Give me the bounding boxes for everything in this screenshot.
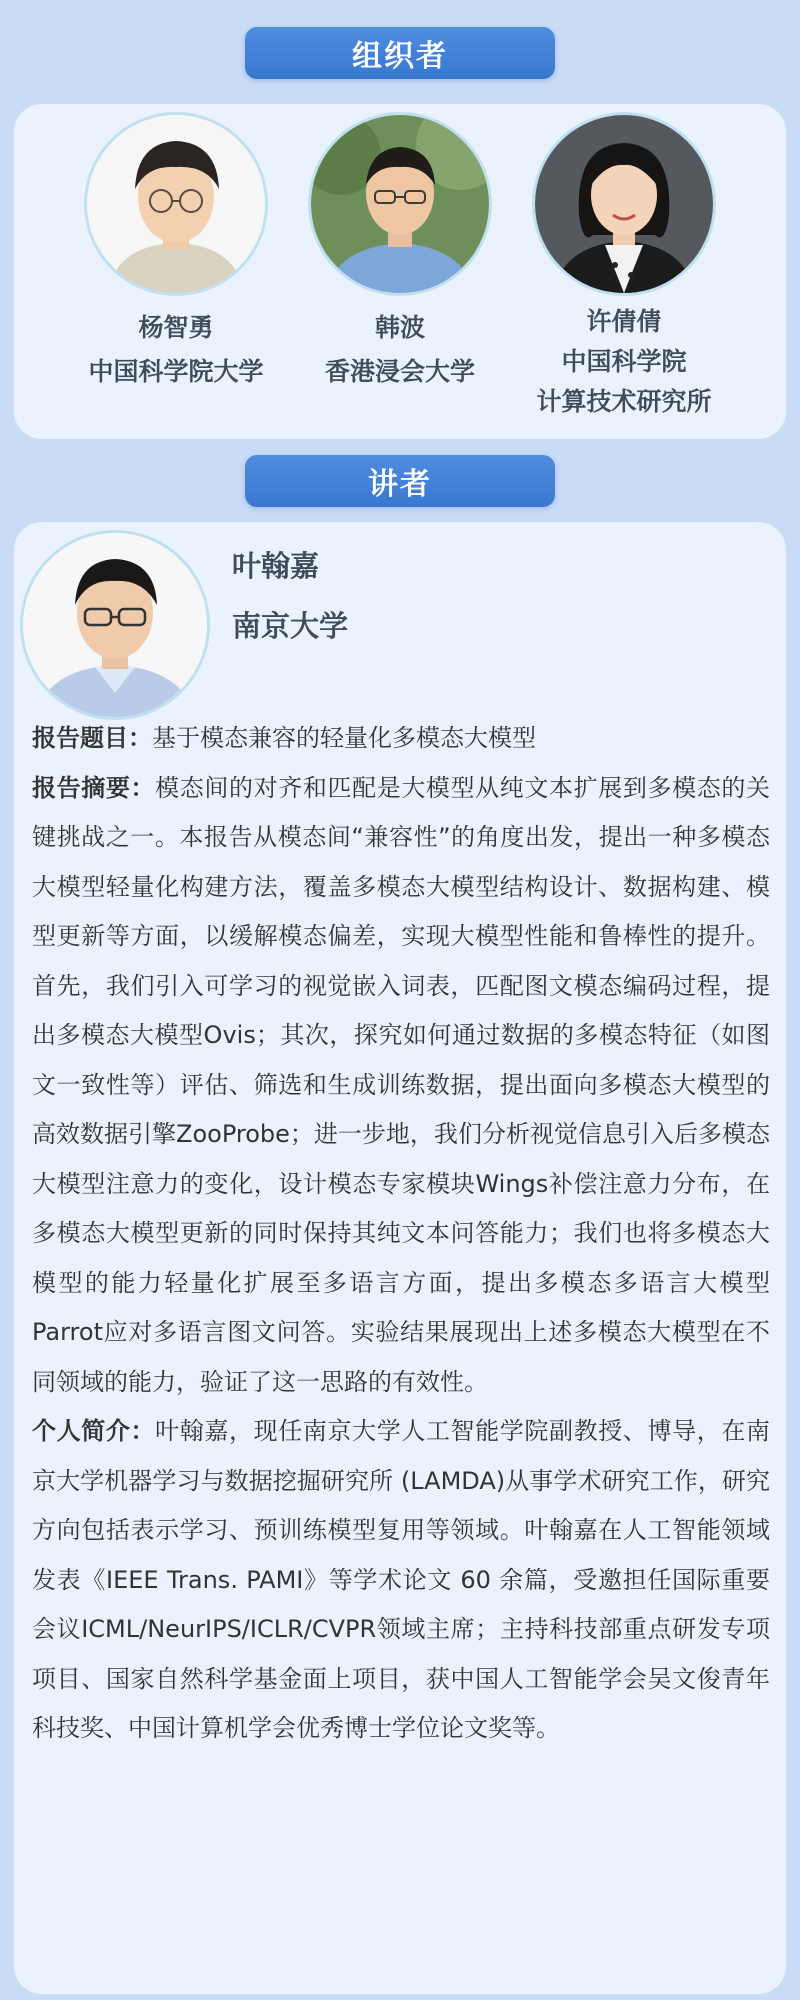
bio-paragraph <box>32 1407 770 1754</box>
organizer-card-3 <box>504 112 744 424</box>
speaker-panel <box>14 522 786 1994</box>
organizers-title: 组织者 <box>352 39 448 74</box>
organizer-card-2 <box>280 112 520 394</box>
report-title-label: 报告题目： <box>32 724 152 752</box>
abstract-text: 模态间的对齐和匹配是大模型从纯文本扩展到多模态的关键挑战之一。本报告从模态间“兼容性”的角度出发，提出一种多模态大模型轻量化构建方法，覆盖多模态大模型结构设计、数据构建、模型更新等方面，以缓解模态偏差，实现大模型性能和鲁棒性的提升。首先，我们引入可学习的视觉嵌入词表，匹配图文模态编码过程，提出多模态大模型Ovis；其次，探究如何通过数据的多模态特征（如图文一致性等）评估、筛选和生成训练数据，提出面向多模态大模型的高效数据引擎ZooProbe；进一步地，我们分析视觉信息引入后多模态大模型注意力的变化，设计模态专家模块Wings补偿注意力分布，在多模态大模型更新的同时保持其纯文本问答能力；我们也将多模态大模型的能力轻量化扩展至多语言方面，提出多模态多语言大模型Parrot应对多语言图文问答。实验结果展现出上述多模态大模型在不同领域的能力，验证了这一思路的有效性。 <box>32 773 771 1396</box>
report-title-paragraph <box>32 714 770 764</box>
organizer-affiliation-3-line-2: 计算技术研究所 <box>536 387 712 416</box>
organizers-panel <box>14 104 786 439</box>
bio-label: 个人简介： <box>32 1417 156 1445</box>
speaker-affiliation: 南京大学 <box>232 609 349 643</box>
speakers-header <box>245 455 555 507</box>
bio-text: 叶翰嘉，现任南京大学人工智能学院副教授、博导，在南京大学机器学习与数据挖掘研究所 (LAMDA)从事学术研究工作，研究方向包括表示学习、预训练模型复用等领域。叶翰嘉在人工智能领域发表《IEEE Trans. PAMI》等学术论文 60 余篇，受邀担任国际重要会议ICML/NeurIPS/ICLR/CVPR领域主席；主持科技部重点研发专项项目、国家自然科学基金面上项目，获中国人工智能学会吴文俊青年科技奖、中国计算机学会优秀博士学位论文奖等。 <box>32 1417 771 1742</box>
speaker-name: 叶翰嘉 <box>232 549 320 583</box>
report-title: 基于模态兼容的轻量化多模态大模型 <box>152 724 536 752</box>
organizer-name-1: 杨智勇 <box>138 313 214 342</box>
abstract-paragraph <box>32 764 770 1408</box>
organizer-name-2: 韩波 <box>374 313 425 342</box>
speaker-photo <box>20 530 210 720</box>
organizer-affiliation-1: 中国科学院大学 <box>88 357 264 386</box>
organizer-photo-1 <box>84 112 268 296</box>
organizer-affiliation-2: 香港浸会大学 <box>324 357 475 386</box>
organizers-header <box>245 27 555 79</box>
organizer-name-3: 许倩倩 <box>586 307 662 336</box>
speaker-details <box>32 714 770 1754</box>
organizer-photo-2 <box>308 112 492 296</box>
organizer-card-1 <box>56 112 296 394</box>
organizer-affiliation-3-line-1: 中国科学院 <box>561 347 687 376</box>
organizer-photo-3 <box>532 112 716 296</box>
speakers-title: 讲者 <box>368 467 432 502</box>
abstract-label: 报告摘要： <box>32 773 156 802</box>
